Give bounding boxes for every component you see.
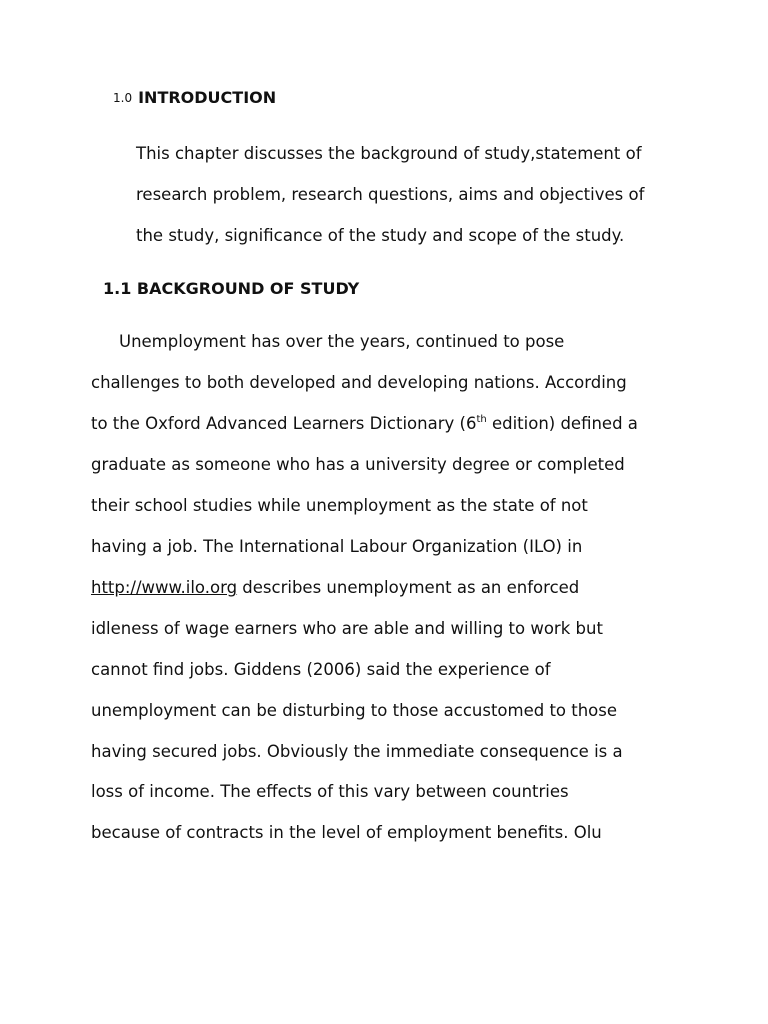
intro-section-number: 1.0 xyxy=(113,91,133,105)
background-line-12: loss of income. The effects of this vary between countries xyxy=(91,782,569,801)
background-line-4: graduate as someone who has a university degree or completed xyxy=(91,455,625,474)
background-line-6: having a job. The International Labour Organization (ILO) in xyxy=(91,537,583,556)
background-line-3-text: to the Oxford Advanced Learners Dictionary (6 xyxy=(91,414,477,433)
intro-paragraph-line-3: the study, significance of the study and scope of the study. xyxy=(136,226,625,245)
background-line-7 xyxy=(91,578,579,598)
background-line-2: challenges to both developed and developing nations. According xyxy=(91,373,627,392)
background-heading: 1.1 BACKGROUND OF STUDY xyxy=(103,279,360,298)
background-line-5: their school studies while unemployment as the state of not xyxy=(91,496,588,515)
intro-title: INTRODUCTION xyxy=(138,88,277,107)
background-line-3 xyxy=(91,414,638,434)
background-line-10: unemployment can be disturbing to those accustomed to those xyxy=(91,701,618,720)
background-line-11: having secured jobs. Obviously the immediate consequence is a xyxy=(91,742,623,761)
background-line-3-tail: edition) defined a xyxy=(486,414,638,433)
background-line-1: Unemployment has over the years, continued to pose xyxy=(119,332,565,351)
background-line-9: cannot find jobs. Giddens (2006) said the experience of xyxy=(91,660,551,679)
intro-paragraph-line-2: research problem, research questions, aims and objectives of xyxy=(136,185,645,204)
ilo-link[interactable]: http://www.ilo.org xyxy=(91,578,238,597)
background-line-8: idleness of wage earners who are able and willing to work but xyxy=(91,619,603,638)
intro-paragraph-line-1: This chapter discusses the background of study,statement of xyxy=(136,144,642,163)
background-line-13: because of contracts in the level of employment benefits. Olu xyxy=(91,823,602,842)
edition-superscript: th xyxy=(476,414,487,425)
intro-heading xyxy=(113,88,276,107)
background-line-7-tail: describes unemployment as an enforced xyxy=(237,578,580,597)
